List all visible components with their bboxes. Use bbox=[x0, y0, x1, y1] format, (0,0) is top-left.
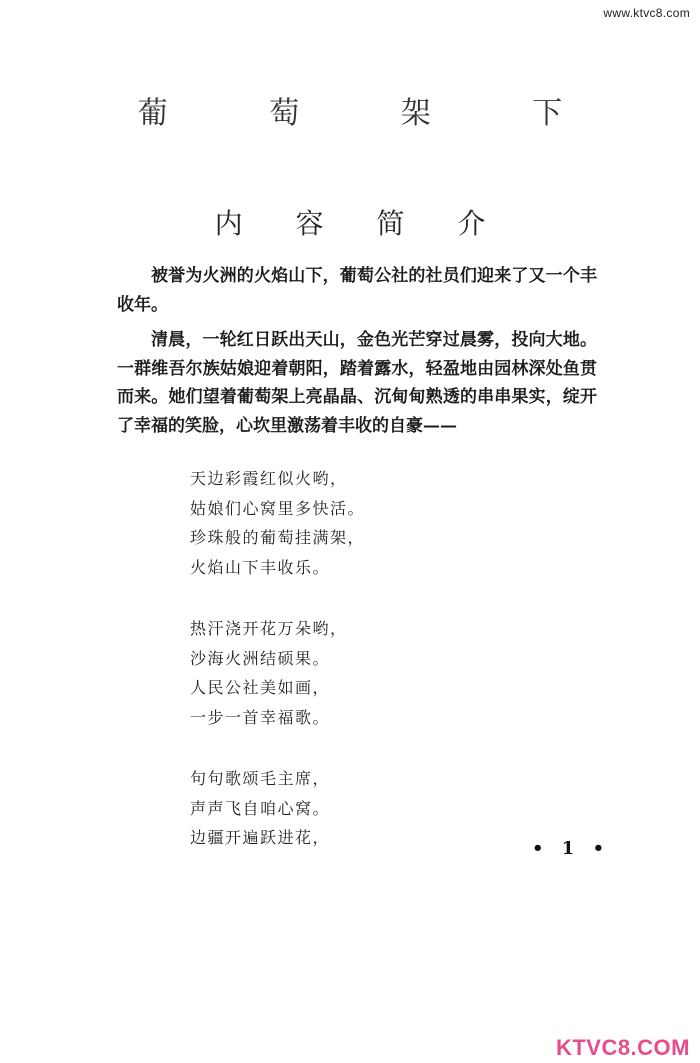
poem-stanza bbox=[190, 614, 365, 732]
poem-line: 姑娘们心窝里多快活。 bbox=[190, 498, 366, 518]
poem-line: 一步一首幸福歌。 bbox=[190, 707, 331, 727]
poem-line: 火焰山下丰收乐。 bbox=[190, 557, 331, 577]
intro-paragraph: 被誉为火洲的火焰山下，葡萄公社的社员们迎来了又一个丰收年。 bbox=[117, 266, 597, 315]
poem-line: 热汗浇开花万朵哟， bbox=[190, 619, 348, 638]
poem-line: 珍珠般的葡萄挂满架， bbox=[190, 528, 366, 547]
site-url: www.ktvc8.com bbox=[603, 6, 690, 20]
poem-line: 声声飞自咱心窝。 bbox=[190, 798, 331, 818]
poem-stanza bbox=[190, 764, 365, 853]
page-number: • 1 • bbox=[532, 838, 611, 859]
poem bbox=[190, 464, 365, 885]
poem-stanza bbox=[190, 464, 365, 582]
poem-line: 沙海火洲结硕果。 bbox=[190, 648, 331, 668]
watermark: KTVC8.COM bbox=[555, 1035, 690, 1060]
intro-paragraph: 清晨，一轮红日跃出天山，金色光芒穿过晨雾，投向大地。一群维吾尔族姑娘迎着朝阳，踏着露水，轻盈地由园林深处鱼贯而来。她们望着葡萄架上亮晶晶、沉甸甸熟透的串串果实，绽开了幸福的笑脸，心坎里激荡着丰收的自豪—— bbox=[117, 330, 597, 436]
book-title: 葡 萄 架 下 bbox=[137, 96, 609, 131]
intro-text bbox=[117, 262, 597, 447]
poem-line: 句句歌颂毛主席， bbox=[190, 769, 331, 788]
poem-line: 人民公社美如画， bbox=[190, 678, 331, 697]
poem-line: 天边彩霞红似火哟， bbox=[190, 469, 348, 488]
poem-line: 边疆开遍跃进花， bbox=[190, 828, 331, 847]
section-title: 内 容 简 介 bbox=[214, 207, 508, 240]
